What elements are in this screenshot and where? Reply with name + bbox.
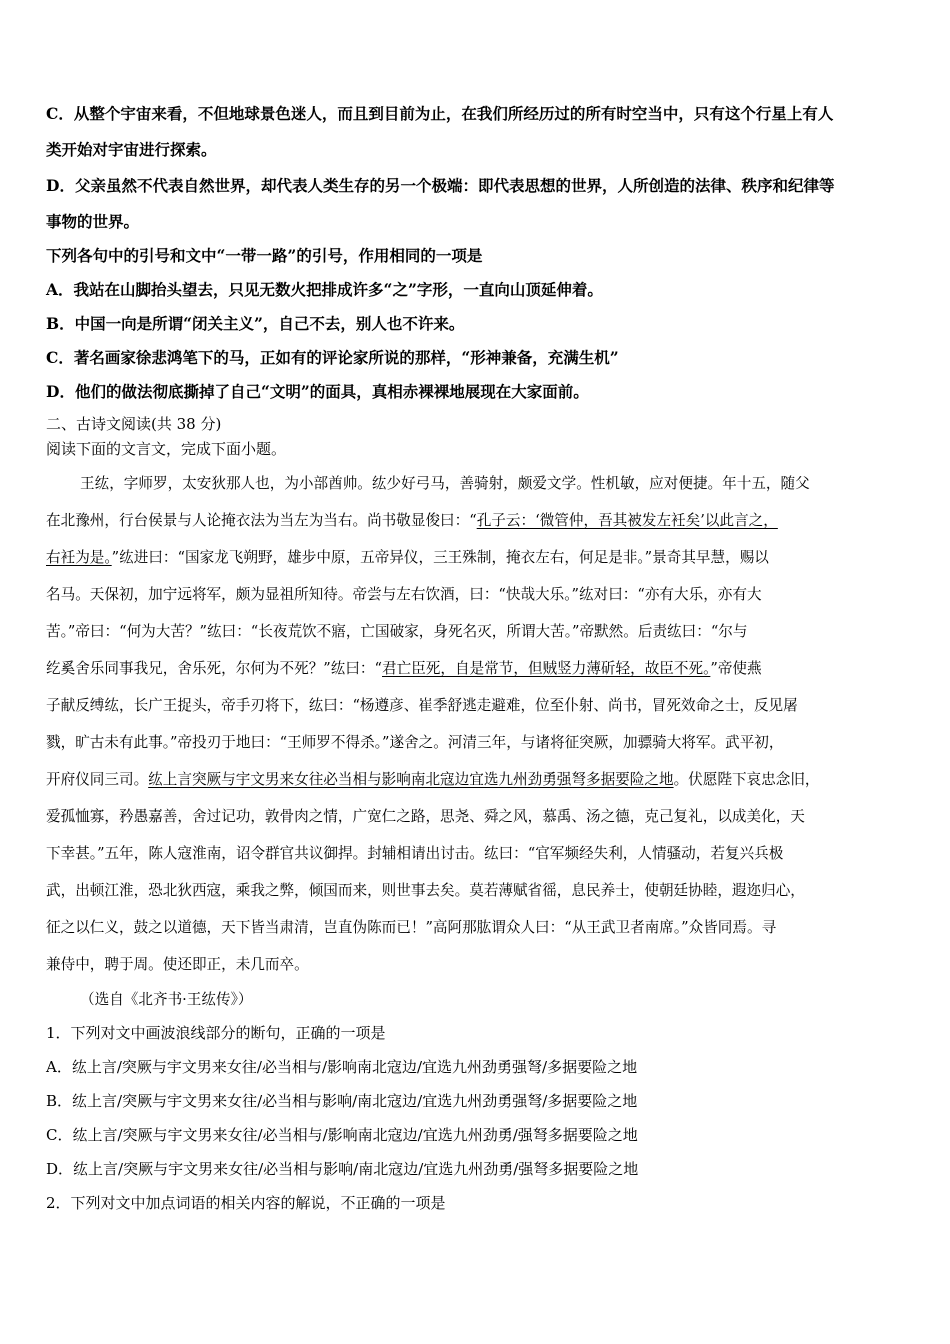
q1-option-b: B．纮上言/突厥与宇文男来女往/必当相与影响/南北寇边/宜选九州劲勇强弩/多据要险之地 (46, 1092, 638, 1110)
quote-option-c: C．著名画家徐悲鸿笔下的马，正如有的评论家所说的那样，“形神兼备，充满生机” (46, 348, 619, 367)
quote-option-d: D．他们的做法彻底撕掉了自己“文明”的面具，真相赤裸裸地展现在大家面前。 (46, 382, 589, 401)
passage-line: 下幸甚。”五年，陈人寇淮南，诏令群官共议御捍。封辅相请出讨击。纮曰：“官军频经失利，人情骚动，若复兴兵极 (46, 845, 784, 862)
option-d-line-1: D．父亲虽然不代表自然世界，却代表人类生存的另一个极端：即代表思想的世界，人所创造的法律、秩序和纪律等 (46, 176, 835, 195)
quote-option-b: B．中国一向是所谓“闭关主义”，自己不去，别人也不许来。 (46, 314, 465, 333)
passage-line: 名马。天保初，加宁远将军，颇为显祖所知待。帝尝与左右饮酒，曰：“快哉大乐。”纮对曰：“亦有大乐，亦有大 (46, 586, 762, 603)
passage-line: 右衽为是。”纮进曰：“国家龙飞朔野，雄步中原，五帝异仪，三王殊制，掩衣左右，何足是非。”景奇其早慧，赐以 (46, 549, 769, 566)
q1-stem: 1．下列对文中画波浪线部分的断句，正确的一项是 (46, 1024, 386, 1042)
passage-line: 武，出顿江淮，恐北狄西寇，乘我之弊，倾国而来，则世事去矣。莫若薄赋省徭，息民养士，使朝廷协睦，遐迩归心， (46, 882, 805, 899)
q1-option-a: A．纮上言/突厥与宇文男来女往/必当相与/影响南北寇边/宜选九州劲勇强弩/多据要险之地 (46, 1058, 638, 1076)
passage-line: 子献反缚纮，长广王捉头，帝手刃将下，纮曰：“杨遵彦、崔季舒逃走避难，位至仆射、尚书，冒死效命之士，反见屠 (46, 697, 798, 714)
passage-source: （选自《北齐书·王纮传》） (80, 991, 253, 1008)
option-c-line-2: 类开始对宇宙进行探索。 (46, 140, 217, 159)
passage-line: 苦。”帝曰：“何为大苦？”纮曰：“长夜荒饮不寤，亡国破家，身死名灭，所谓大苦。”帝默然。后责纮曰：“尔与 (46, 623, 748, 640)
underlined-sentence: 君亡臣死，自是常节，但贼竖力薄斫轻，故臣不死。 (382, 660, 711, 677)
quote-option-a: A．我站在山脚抬头望去，只见无数火把排成许多“之”字形，一直向山顶延伸着。 (46, 280, 603, 299)
section-instruction: 阅读下面的文言文，完成下面小题。 (46, 440, 287, 458)
underlined-sentence: 孔子云：‘微管仲，吾其被发左衽矣’以此言之， (476, 512, 778, 529)
passage-line: 纥奚舍乐同事我兄，舍乐死，尔何为不死？”纮曰：“君亡臣死，自是常节，但贼竖力薄斫轻，故臣不死。”帝使燕 (46, 660, 762, 677)
quote-question-stem: 下列各句中的引号和文中“一带一路”的引号，作用相同的一项是 (46, 246, 483, 265)
passage-line: 爱孤恤寡，矜愚嘉善，舍过记功，敦骨肉之情，广宽仁之路，思尧、舜之风，慕禹、汤之德，克己复礼，以成美化，天 (46, 808, 805, 825)
passage-line: 征之以仁义，鼓之以道德，天下皆当肃清，岂直伪陈而已！”高阿那肱谓众人曰：“从王武卫者南席。”众皆同焉。寻 (46, 919, 777, 936)
wavy-underlined-sentence: 纮上言突厥与宇文男来女往必当相与影响南北寇边宜选九州劲勇强弩多据要险之地 (148, 771, 674, 788)
section-title: 二、古诗文阅读(共 38 分) (46, 415, 222, 433)
option-d-line-2: 事物的世界。 (46, 212, 140, 231)
underlined-sentence: 右衽为是。 (46, 549, 112, 566)
passage-line: 王纮，字师罗，太安狄那人也，为小部酋帅。纮少好弓马，善骑射，颇爱文学。性机敏，应对便捷。年十五，随父 (80, 475, 810, 492)
option-c-line-1: C．从整个宇宙来看，不但地球景色迷人，而且到目前为止，在我们所经历过的所有时空当中，只有这个行星上有人 (46, 104, 834, 123)
q2-stem: 2．下列对文中加点词语的相关内容的解说，不正确的一项是 (46, 1194, 446, 1212)
q1-option-c: C．纮上言/突厥与宇文男来女往/必当相与/影响南北寇边/宜选九州劲勇/强弩多据要险之地 (46, 1126, 638, 1144)
passage-line: 开府仪同三司。纮上言突厥与宇文男来女往必当相与影响南北寇边宜选九州劲勇强弩多据要险之地。伏愿陛下哀忠念旧， (46, 771, 820, 788)
q1-option-d: D．纮上言/突厥与宇文男来女往/必当相与影响/南北寇边/宜选九州劲勇/强弩多据要险之地 (46, 1160, 639, 1178)
passage-line: 在北豫州，行台侯景与人论掩衣法为当左为当右。尚书敬显俊曰：“孔子云：‘微管仲，吾其被发左衽矣’以此言之， (46, 512, 778, 529)
passage-line: 兼侍中，聘于周。使还即正，未几而卒。 (46, 956, 309, 973)
passage-line: 戮，旷古未有此事。”帝投刃于地曰：“王师罗不得杀。”遂舍之。河清三年，与诸将征突厥，加骠骑大将军。武平初， (46, 734, 784, 751)
